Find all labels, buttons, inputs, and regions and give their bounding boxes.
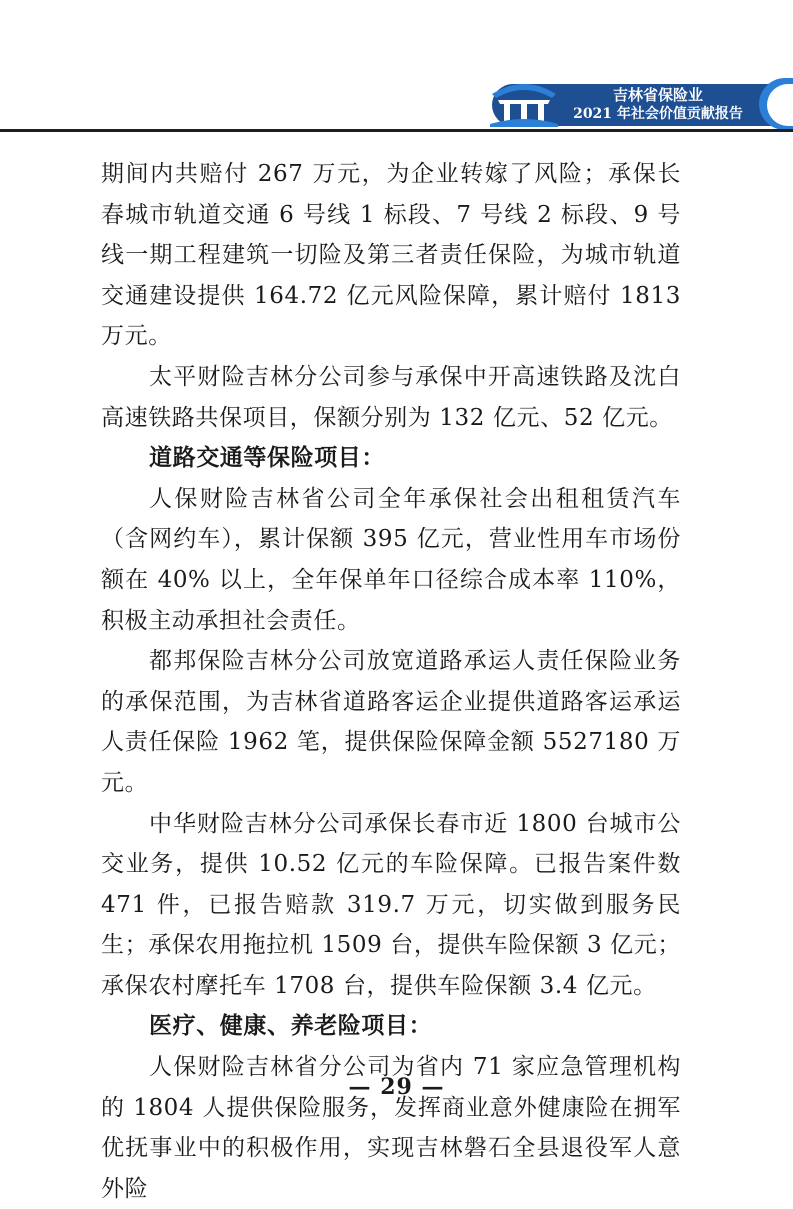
paragraph: 中华财险吉林分公司承保长春市近 1800 台城市公交业务，提供 10.52 亿元的车险保障。已报告案件数 471 件，已报告赔款 319.7 万元，切实做到服务民生；承保农用拖拉机 1509 台，提供车险保额 3 亿元；承保农村摩托车 1708 台，提供车险保额 3.4 亿元。	[101, 810, 681, 999]
header-divider	[0, 129, 793, 132]
page-header	[0, 0, 793, 140]
report-title-line2: 2021 年社会价值贡献报告	[573, 106, 743, 122]
body-text	[101, 154, 681, 1209]
pavilion-logo-icon	[488, 70, 560, 128]
paragraph: 都邦保险吉林分公司放宽道路承运人责任保险业务的承保范围，为吉林省道路客运企业提供道路客运承运人责任保险 1962 笔，提供保险保障金额 5527180 万元。	[101, 648, 681, 796]
paragraph: 人保财险吉林省分公司为省内 71 家应急管理机构的 1804 人提供保险服务，发挥商业意外健康险在拥军优抚事业中的积极作用，实现吉林磐石全县退役军人意外险	[101, 1054, 681, 1202]
page-number: — 29 —	[348, 1074, 445, 1100]
section-heading: 医疗、健康、养老险项目：	[149, 1013, 433, 1040]
section-heading: 道路交通等保险项目：	[149, 445, 385, 472]
report-title-line1: 吉林省保险业	[612, 86, 703, 104]
paragraph: 人保财险吉林省公司全年承保社会出租租赁汽车（含网约车），累计保额 395 亿元，营业性用车市场份额在 40% 以上，全年保单年口径综合成本率 110%，积极主动承担社会责任。	[101, 485, 681, 634]
report-title	[560, 86, 756, 124]
paragraph: 期间内共赔付 267 万元，为企业转嫁了风险；承保长春城市轨道交通 6 号线 1 标段、7 号线 2 标段、9 号线一期工程建筑一切险及第三者责任保险，为城市轨道交通建设提供 164.72 亿元风险保障，累计赔付 1813 万元。	[101, 161, 681, 350]
paragraph: 太平财险吉林分公司参与承保中开高速铁路及沈白高速铁路共保项目，保额分别为 132 亿元、52 亿元。	[101, 363, 681, 431]
